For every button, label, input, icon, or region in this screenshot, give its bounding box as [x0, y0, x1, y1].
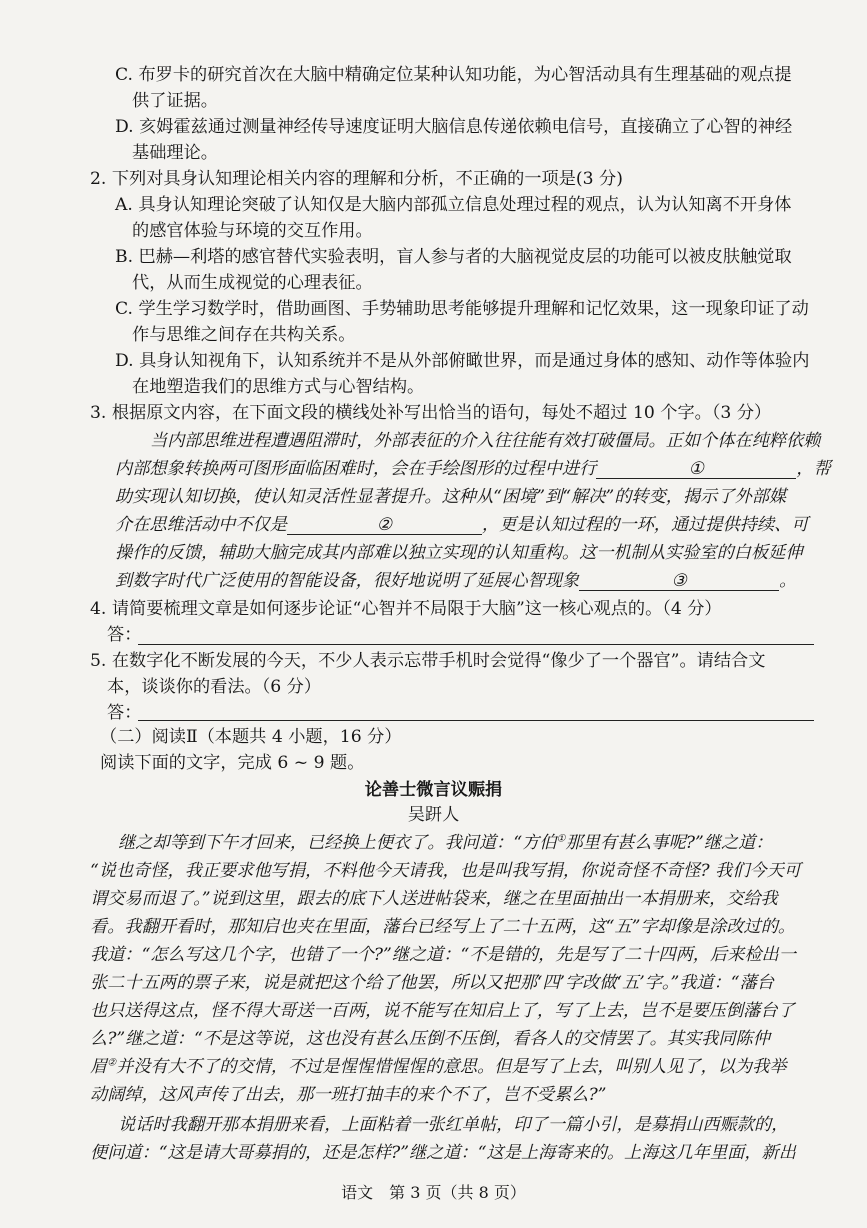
story-text: 眉 [90, 1057, 108, 1077]
story-line12: 便问道：“这是请大哥募捐的，还是怎样?”继之道：“这是上海寄来的。上海这几年里面，新出 [90, 1143, 796, 1163]
story-author: 吴趼人 [407, 805, 460, 825]
q3-passage-text: ，帮 [796, 459, 831, 479]
story-line10: 动阔绰，这风声传了出去，那一班打抽丰的来个不了，岂不受累么?” [90, 1085, 607, 1105]
q3-passage-line6 [115, 568, 827, 594]
q3-passage-text: ，更是认知过程的一环，通过提供持续、可 [481, 515, 809, 535]
q2-stem: 2. 下列对具身认知理论相关内容的理解和分析，不正确的一项是(3 分) [90, 169, 623, 189]
story-line6: 张二十五两的票子来，说是就把这个给了他罢，所以又把那‘四’字改做‘五’字。”我道：“藩台 [90, 973, 774, 993]
q3-blank-2[interactable]: ② [287, 513, 482, 535]
q2-option-d-line2: 在地塑造我们的思维方式与心智结构。 [132, 377, 425, 397]
q1-option-d-line2: 基础理论。 [132, 143, 218, 163]
footnote-marker-2: ② [107, 1057, 117, 1069]
q3-blank-3[interactable]: ③ [579, 569, 779, 591]
q4-stem: 4. 请简要梳理文章是如何逐步论证“心智并不局限于大脑”这一核心观点的。（4 分） [90, 599, 722, 619]
story-line2: “说也奇怪，我正要求他写捐，不料他今天请我，也是叫我写捐，你说奇怪不奇怪? 我们今天可 [90, 861, 801, 881]
section2-header: （二）阅读Ⅱ（本题共 4 小题，16 分） [100, 727, 402, 747]
story-text: 继之却等到下午才回来，已经换上便衣了。我问道：“方伯 [118, 833, 557, 853]
story-line9 [90, 1054, 827, 1080]
story-line1 [118, 830, 827, 856]
story-line4: 看。我翻开看时，那知启也夹在里面，藩台已经写上了二十五两，这“五”字却像是涂改过的。 [90, 917, 796, 937]
q1-option-c-line2: 供了证据。 [132, 91, 218, 111]
story-line7: 也只送得这点，怪不得大哥送一百两，说不能写在知启上了，写了上去，岂不是要压倒藩台了 [90, 1001, 795, 1021]
q4-answer-line[interactable] [138, 644, 814, 645]
q3-passage-line5: 操作的反馈，辅助大脑完成其内部难以独立实现的认知重构。这一机制从实验室的白板延伸 [115, 543, 803, 563]
q3-passage-line1: 当内部思维进程遭遇阻滞时，外部表征的介入往往能有效打破僵局。正如个体在纯粹依赖 [150, 431, 821, 451]
page-footer: 语文 第 3 页（共 8 页） [341, 1183, 526, 1202]
q3-passage-text: 。 [779, 571, 797, 591]
story-line8: 么?”继之道：“不是这等说，这也没有甚么压倒不压倒，看各人的交情罢了。其实我同陈仲 [90, 1029, 770, 1049]
q3-passage-line3: 助实现认知切换，使认知灵活性显著提升。这种从“困境”到“解决”的转变，揭示了外部媒 [115, 487, 787, 507]
q2-option-c-line2: 作与思维之间存在共构关系。 [132, 325, 356, 345]
q2-option-a-line1: A. 具身认知理论突破了认知仅是大脑内部孤立信息处理过程的观点，认为认知离不开身体 [115, 195, 792, 215]
q3-passage-text: 内部想象转换两可图形面临困难时，会在手绘图形的过程中进行 [115, 459, 597, 479]
q2-option-d-line1: D. 具身认知视角下，认知系统并不是从外部俯瞰世界，而是通过身体的感知、动作等体验内 [115, 351, 810, 371]
story-line11: 说话时我翻开那本捐册来看，上面粘着一张红单帖，印了一篇小引，是募捐山西赈款的， [118, 1115, 789, 1135]
q2-option-c-line1: C. 学生学习数学时，借助画图、手势辅助思考能够提升理解和记忆效果，这一现象印证了动 [115, 299, 809, 319]
q2-option-b-line1: B. 巴赫—利塔的感官替代实验表明，盲人参与者的大脑视觉皮层的功能可以被皮肤触觉取 [115, 247, 792, 267]
q3-stem: 3. 根据原文内容，在下面文段的横线处补写出恰当的语句，每处不超过 10 个字。（3 分） [90, 403, 772, 423]
q3-passage-text: 介在思维活动中不仅是 [115, 515, 287, 535]
story-line5: 我道：“怎么写这几个字，也错了一个?”继之道：“不是错的，先是写了二十四两，后来检出一 [90, 945, 796, 965]
q5-answer-label: 答： [107, 703, 142, 723]
q3-passage-line4 [115, 512, 827, 538]
q5-stem-line1: 5. 在数字化不断发展的今天，不少人表示忘带手机时会觉得“像少了一个器官”。请结合文 [90, 651, 766, 671]
q2-option-a-line2: 的感官体验与环境的交互作用。 [132, 221, 373, 241]
story-text: 并没有大不了的交情，不过是惺惺惜惺惺的意思。但是写了上去，叫别人见了，以为我举 [116, 1057, 787, 1077]
q1-option-c-line1: C. 布罗卡的研究首次在大脑中精确定位某种认知功能，为心智活动具有生理基础的观点提 [115, 65, 792, 85]
q3-passage-text: 到数字时代广泛使用的智能设备，很好地说明了延展心智现象 [115, 571, 580, 591]
story-line3: 谓交易而退了。”说到这里，跟去的底下人送进帖袋来，继之在里面抽出一本捐册来，交给我 [90, 889, 778, 909]
story-text: 那里有甚么事呢?”继之道： [565, 833, 773, 853]
section2-instruction: 阅读下面的文字，完成 6 ~ 9 题。 [100, 753, 365, 773]
q3-passage-line2 [115, 456, 831, 482]
footnote-marker-1: ① [556, 833, 566, 845]
q5-stem-line2: 本，谈谈你的看法。（6 分） [107, 677, 322, 697]
q3-blank-1[interactable]: ① [596, 457, 796, 479]
q4-answer-label: 答： [107, 625, 142, 645]
q2-option-b-line2: 代，从而生成视觉的心理表征。 [132, 273, 373, 293]
story-title: 论善士微言议赈捐 [364, 780, 503, 800]
q5-answer-line[interactable] [138, 720, 814, 721]
q1-option-d-line1: D. 亥姆霍兹通过测量神经传导速度证明大脑信息传递依赖电信号，直接确立了心智的神经 [115, 117, 793, 137]
